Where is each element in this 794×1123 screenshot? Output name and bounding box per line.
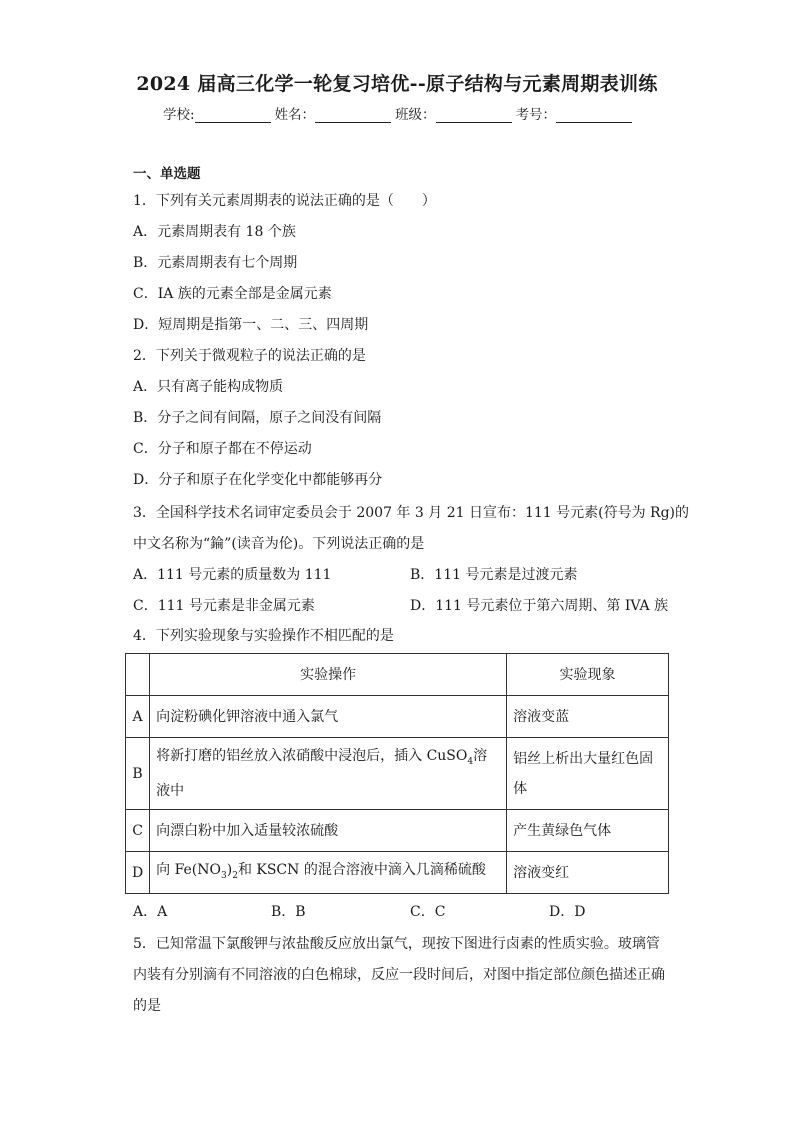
question-4-option-d: D．D (549, 904, 586, 920)
question-3-option-b: B．111 号元素是过渡元素 (410, 567, 578, 583)
question-3-stem-line-2: 中文名称为“錀”(读音为伦)。下列说法正确的是 (133, 536, 425, 552)
question-5-stem-line-2: 内装有分别滴有不同溶液的白色棉球，反应一段时间后，对图中指定部位颜色描述正确 (133, 967, 665, 983)
table-row (126, 696, 669, 738)
row-phenomenon: 产生黄绿色气体 (507, 810, 669, 852)
question-5-stem-line-1: 5．已知常温下氯酸钾与浓盐酸反应放出氯气，现按下图进行卤素的性质实验。玻璃管 (133, 936, 660, 952)
table-row (126, 738, 669, 810)
question-2-stem: 2．下列关于微观粒子的说法正确的是 (133, 348, 366, 364)
question-2-option-d: D．分子和原子在化学变化中都能够再分 (133, 472, 383, 488)
question-5-stem-line-3: 的是 (133, 998, 161, 1014)
row-key: B (126, 738, 150, 810)
table-header-operation: 实验操作 (150, 654, 507, 696)
table-row (126, 852, 669, 894)
exam-number-label: 考号： (515, 107, 557, 123)
row-operation: 向漂白粉中加入适量较浓硫酸 (150, 810, 507, 852)
table-row (126, 810, 669, 852)
question-3-option-a: A．111 号元素的质量数为 111 (133, 567, 332, 583)
subscript: 4 (467, 756, 474, 767)
class-blank[interactable] (436, 107, 512, 123)
operation-text: 向 Fe(NO (156, 861, 221, 878)
question-1-option-d: D．短周期是指第一、二、三、四周期 (133, 317, 369, 333)
row-key: A (126, 696, 150, 738)
section-heading: 一、单选题 (133, 166, 201, 182)
row-operation (150, 738, 507, 810)
question-4-option-a: A．A (133, 904, 168, 920)
row-phenomenon: 溶液变红 (507, 852, 669, 894)
table-header-key (126, 654, 150, 696)
question-4-option-c: C．C (410, 904, 446, 920)
name-label: 姓名： (274, 107, 316, 123)
row-operation: 向淀粉碘化钾溶液中通入氯气 (150, 696, 507, 738)
name-blank[interactable] (315, 107, 391, 123)
question-2-option-b: B．分子之间有间隔，原子之间没有间隔 (133, 410, 382, 426)
class-label: 班级： (395, 107, 436, 123)
question-3-stem-line-1: 3．全国科学技术名词审定委员会于 2007 年 3 月 21 日宣布：111 号元素(符号为 Rg)的 (133, 505, 690, 521)
question-2-option-c: C．分子和原子都在不停运动 (133, 441, 312, 457)
subscript: 2 (232, 870, 238, 881)
subscript: 3 (221, 870, 227, 881)
question-4-stem: 4．下列实验现象与实验操作不相匹配的是 (133, 628, 394, 644)
row-key: D (126, 852, 150, 894)
question-4-option-b: B．B (271, 904, 306, 920)
row-phenomenon: 溶液变蓝 (507, 696, 669, 738)
operation-text-cont: 和 KSCN 的混合溶液中滴入几滴稀硫酸 (237, 861, 486, 878)
table-header-phenomenon: 实验现象 (507, 654, 669, 696)
question-1-stem: 1．下列有关元素周期表的说法正确的是（ ） (133, 193, 436, 209)
experiment-table (125, 653, 669, 894)
table-header-row (126, 654, 669, 696)
question-1-option-a: A．元素周期表有 18 个族 (133, 224, 296, 240)
question-3-option-d: D．111 号元素位于第六周期、第 IVA 族 (410, 598, 669, 614)
question-2-option-a: A．只有离子能构成物质 (133, 379, 284, 395)
student-info-row (163, 103, 636, 123)
exam-number-blank[interactable] (556, 107, 632, 123)
question-1-option-c: C．IA 族的元素全部是金属元素 (133, 286, 332, 302)
school-blank[interactable] (195, 107, 271, 123)
page-title: 2024 届高三化学一轮复习培优--原子结构与元素周期表训练 (136, 73, 658, 95)
operation-text-paren: ) (226, 861, 233, 878)
question-3-option-c: C．111 号元素是非金属元素 (133, 598, 315, 614)
row-operation (150, 852, 507, 894)
row-key: C (126, 810, 150, 852)
operation-text: 将新打磨的铝丝放入浓硝酸中浸泡后，插入 CuSO (156, 747, 468, 764)
school-label: 学校: (163, 107, 195, 123)
question-1-option-b: B．元素周期表有七个周期 (133, 255, 298, 271)
operation-text-cont: 溶液中 (156, 747, 488, 800)
row-phenomenon: 铝丝上析出大量红色固体 (507, 738, 669, 810)
